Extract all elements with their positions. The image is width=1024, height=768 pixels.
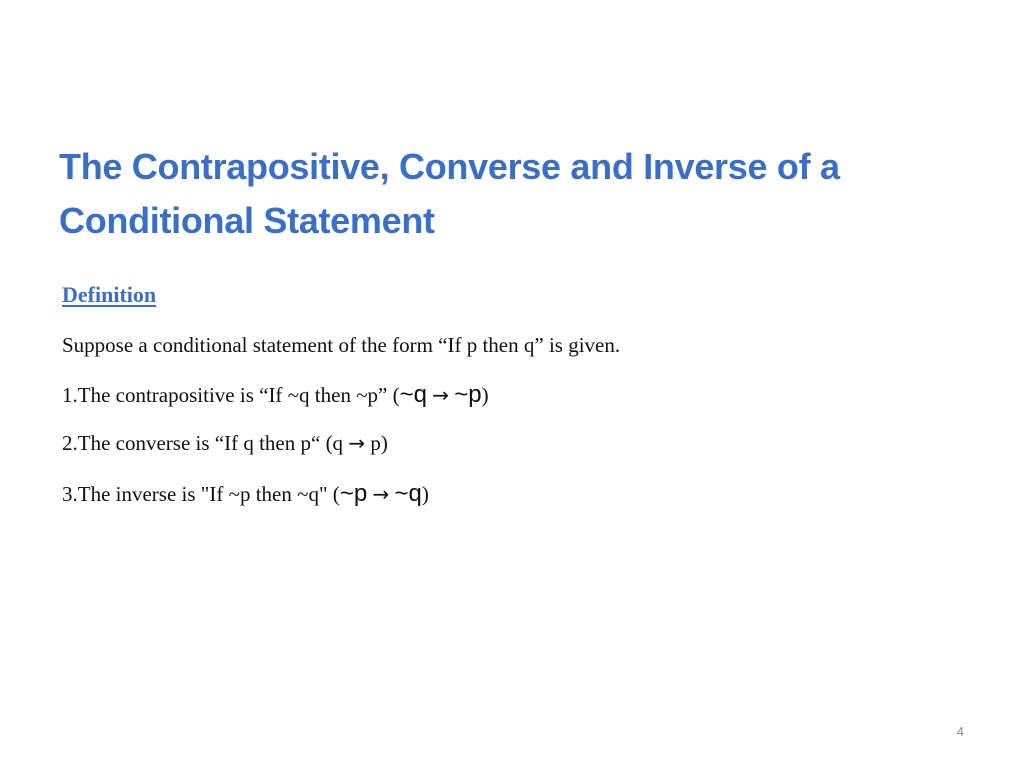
slide-title: The Contrapositive, Converse and Inverse of a Conditional Statement	[59, 146, 840, 241]
inverse-close: )	[421, 482, 429, 506]
converse-item	[62, 431, 388, 456]
contrapositive-item	[62, 381, 489, 409]
contrapositive-formula-lhs: ~q	[399, 381, 427, 408]
implies-arrow-icon: →	[348, 431, 366, 455]
contrapositive-formula-rhs: ~p	[454, 381, 482, 408]
inverse-formula-lhs: ~p	[339, 480, 368, 507]
implies-arrow-icon: →	[372, 482, 390, 506]
page-number: 4	[956, 724, 964, 739]
inverse-text: 3.The inverse is "If ~p then ~q" (	[62, 482, 340, 506]
converse-formula-rhs: p	[365, 431, 381, 455]
inverse-formula-rhs: ~q	[394, 480, 422, 507]
definition-intro: Suppose a conditional statement of the form “If p then q” is given.	[62, 333, 621, 357]
converse-close: )	[380, 431, 388, 455]
contrapositive-text: 1.The contrapositive is “If ~q then ~p” (	[62, 383, 400, 407]
definition-heading: Definition	[62, 282, 157, 307]
converse-text: 2.The converse is “If q then p“ (q	[62, 431, 349, 455]
contrapositive-close: )	[481, 383, 489, 407]
implies-arrow-icon: →	[432, 383, 450, 407]
inverse-item	[62, 480, 429, 508]
